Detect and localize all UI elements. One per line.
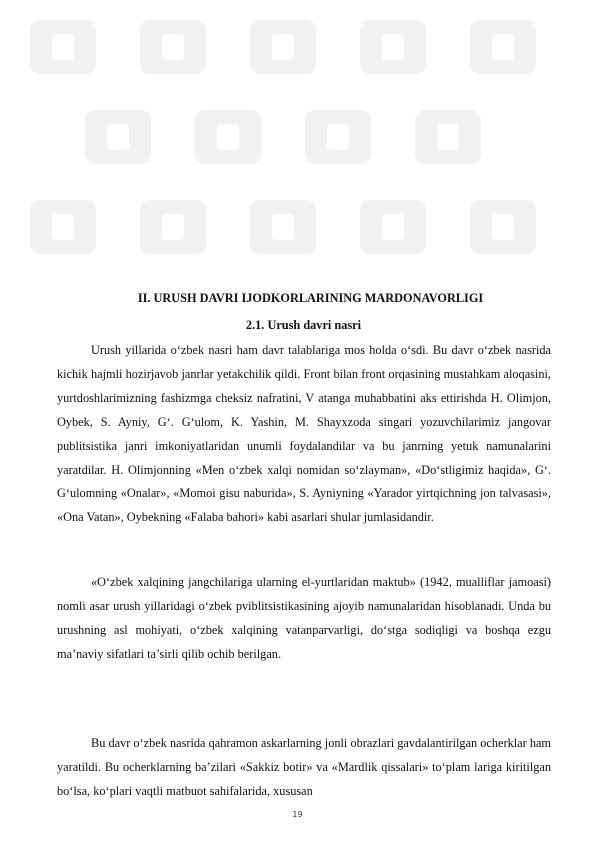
watermark-tile bbox=[415, 110, 481, 164]
watermark-tile bbox=[85, 110, 151, 164]
watermark-tile bbox=[140, 200, 206, 254]
section-title: II. URUSH DAVRI IJODKORLARINING MARDONAVORLIGI bbox=[137, 291, 484, 305]
watermark-tile bbox=[360, 20, 426, 74]
watermark-tile bbox=[360, 200, 426, 254]
watermark-tile bbox=[30, 200, 96, 254]
watermark-tile bbox=[140, 20, 206, 74]
subsection-title: 2.1. Urush davri nasri bbox=[245, 318, 362, 332]
paragraph: Urush yillarida o‘zbek nasri ham davr talablariga mos holda o‘sdi. Bu davr o‘zbek nasrida kichik hajmli hozirjavob janrlar yetakchilik qildi. Front bilan front orqasining mustahkam aloqasini, yurtdoshlarimizning fashizmga cheksiz nafratini, V atanga muhabbatini aks ettirishda H. Olimjon, Oybek, S. Ayniy, G‘. G‘ulom, K. Yashin, M. Shayxzoda singari yozuvchilarimiz jangovar publitsistika janri imkoniyatlaridan unumli foydalandilar va bu janrning yetuk namunalarini yaratdilar. H. Olimjonning «Men o‘zbek xalqi nomidan so‘zlayman», «Do‘stligimiz haqida», G‘. G‘ulomning «Onalar», «Momoi gisu naburida», S. Ayniyning «Yarador yirtqichning jon talvasasi», «Ona Vatan», Oybekning «Falaba bahori» kabi asarlari shular jumlasidandir. bbox=[57, 343, 551, 525]
watermark-tile bbox=[250, 20, 316, 74]
watermark-tile bbox=[250, 200, 316, 254]
paragraph: «O‘zbek xalqining jangchilariga ularning el-yurtlaridan maktub» (1942, mualliflar jamoasi) nomli asar urush yillaridagi o‘zbek pviblitsistikasining ajoyib namunalaridan hisoblanadi. Unda bu urushning asl mohiyati, o‘zbek xalqining vatanparvarligi, do‘stga sodiqligi va boshqa ezgu ma’naviy sifatlari ta’sirli qilib ochib berilgan. bbox=[57, 575, 551, 661]
watermark-tile bbox=[470, 20, 536, 74]
watermark-tile bbox=[30, 20, 96, 74]
page-number: 19 bbox=[292, 810, 303, 819]
paragraph: Bu davr o‘zbek nasrida qahramon askarlarning jonli obrazlari gavdalantirilgan ocherklar ham yaratildi. Bu ocherklarning ba’zilari «Sakkiz botir» va «Mardlik qissalari» to‘plam lariga kiritilgan bo‘lsa, ko‘plari vaqtli matbuot sahifalarida, xususan bbox=[57, 736, 551, 798]
watermark-tile bbox=[470, 200, 536, 254]
watermark-tile bbox=[195, 110, 261, 164]
watermark-tile bbox=[305, 110, 371, 164]
